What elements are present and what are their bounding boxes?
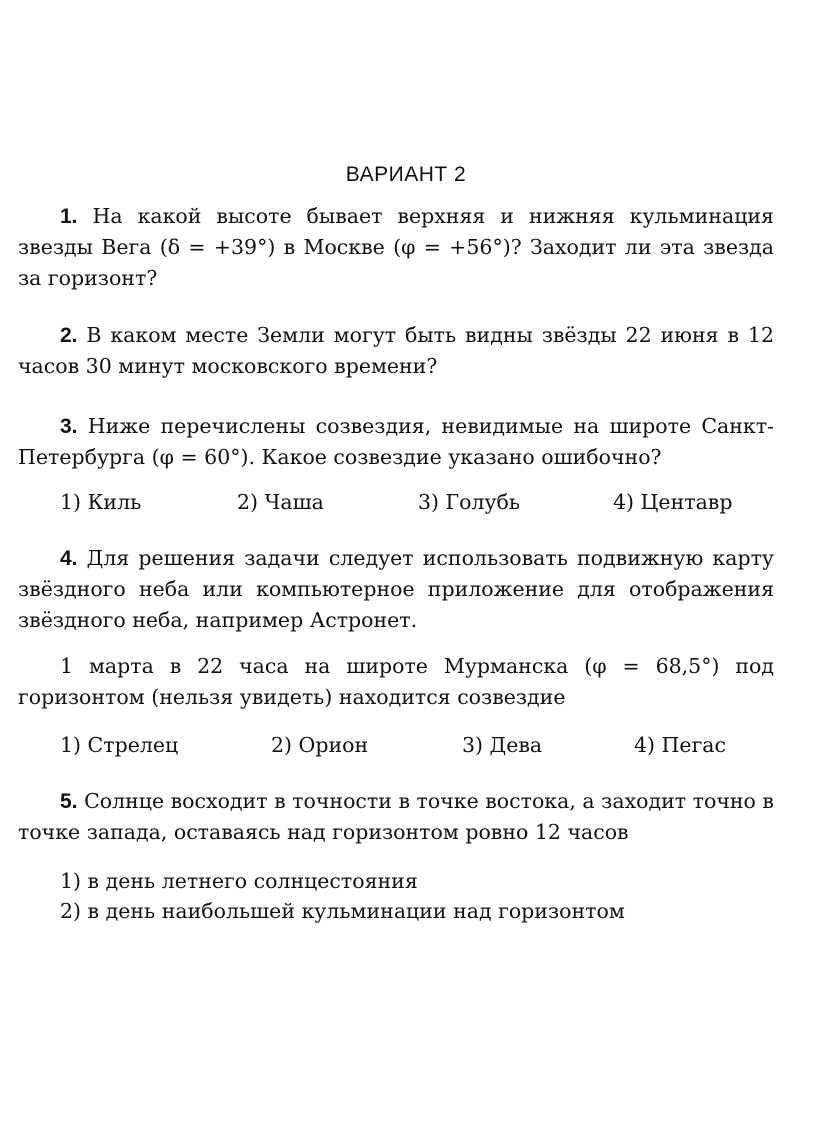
task-4-condition — [18, 651, 774, 713]
task-5-text: Солнце восходит в точности в точке востока, а заходит точно в точке запада, оставаясь над горизонтом ровно 12 часов — [18, 789, 774, 844]
task-1-number: 1. — [60, 205, 78, 228]
task-4-option-4: 4) Пегас — [634, 733, 727, 757]
task-5 — [18, 786, 774, 848]
task-5-option-2: 2) в день наибольшей кульминации над горизонтом — [60, 899, 625, 923]
task-4-option-2: 2) Орион — [271, 733, 369, 757]
task-4-number: 4. — [60, 547, 78, 570]
task-3-option-1: 1) Киль — [60, 490, 142, 514]
task-4 — [18, 543, 774, 636]
task-1 — [18, 201, 774, 294]
task-4-text: Для решения задачи следует использовать подвижную карту звёздного неба или компьютерное приложение для отображения звёздного неба, например Астронет. — [18, 546, 774, 632]
task-3-text: Ниже перечислены созвездия, невидимые на широте Санкт-Петербурга (φ = 60°). Какое созвездие указано ошибочно? — [18, 414, 774, 469]
task-4-option-1: 1) Стрелец — [60, 733, 179, 757]
task-2-text: В каком месте Земли могут быть видны звёзды 22 июня в 12 часов 30 минут московского времени? — [18, 323, 774, 378]
task-3-option-4: 4) Центавр — [613, 490, 733, 514]
task-4-option-3: 3) Дева — [462, 733, 543, 757]
task-5-options — [60, 866, 625, 926]
task-3-number: 3. — [60, 415, 78, 438]
task-4-text2: 1 марта в 22 часа на широте Мурманска (φ = 68,5°) под горизонтом (нельзя увидеть) находится созвездие — [18, 654, 774, 709]
task-3-option-3: 3) Голубь — [418, 490, 521, 514]
task-3 — [18, 411, 774, 473]
task-2-number: 2. — [60, 324, 78, 347]
variant-title: ВАРИАНТ 2 — [345, 163, 467, 186]
task-3-option-2: 2) Чаша — [237, 490, 324, 514]
task-5-number: 5. — [60, 790, 78, 813]
task-2 — [18, 320, 774, 382]
document-page — [18, 0, 774, 1133]
task-5-option-1: 1) в день летнего солнцестояния — [60, 869, 418, 893]
task-1-text: На какой высоте бывает верхняя и нижняя кульминация звезды Вега (δ = +39°) в Москве (φ = +56°)? Заходит ли эта звезда за горизонт? — [18, 204, 774, 290]
